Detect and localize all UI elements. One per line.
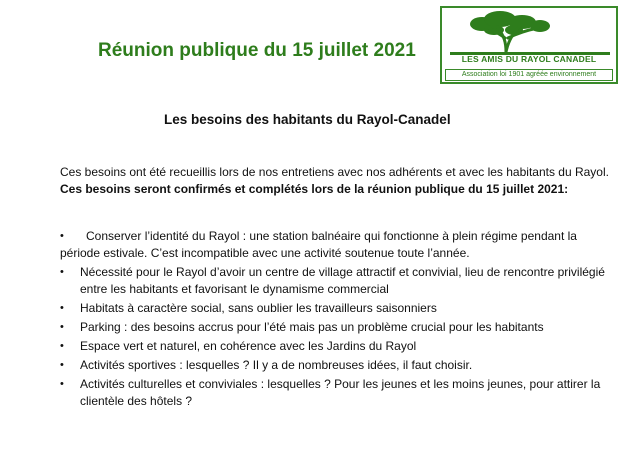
list-item [60, 228, 620, 262]
list-item [60, 319, 620, 336]
bullet: • [60, 321, 64, 333]
tree-icon [442, 8, 616, 56]
intro-bold-text: Ces besoins seront confirmés et complétés lors de la réunion publique du 15 juillet 2021: [60, 182, 569, 196]
list-item-text: Nécessité pour le Rayol d’avoir un centre de village attractif et convivial, lieu de rencontre privilégié entre les habitants et favorisant le dynamisme commercial [80, 265, 605, 296]
intro-text: Ces besoins ont été recueillis lors de nos entretiens avec nos adhérents et avec les habitants du Rayol. [60, 165, 609, 179]
list-item-text: Activités culturelles et conviviales : lesquelles ? Pour les jeunes et les moins jeunes, pour attirer la clientèle des hôtels ? [80, 377, 601, 408]
association-logo [440, 6, 618, 84]
bullet: • [60, 340, 64, 352]
intro-paragraph [60, 164, 620, 198]
bullet: • [60, 230, 64, 242]
logo-subtitle: Association loi 1901 agréée environnement [445, 69, 613, 81]
list-item-text: Espace vert et naturel, en cohérence avec les Jardins du Rayol [80, 339, 417, 353]
list-item-text: Habitats à caractère social, sans oublier les travailleurs saisonniers [80, 301, 437, 315]
list-item-text: Parking : des besoins accrus pour l’été mais pas un problème crucial pour les habitants [80, 320, 544, 334]
list-item [60, 376, 620, 410]
logo-name: LES AMIS DU RAYOL CANADEL [461, 54, 597, 64]
needs-list [60, 228, 620, 412]
bullet: • [60, 359, 64, 371]
bullet: • [60, 266, 64, 278]
bullet: • [60, 378, 64, 390]
list-item-text: Conserver l’identité du Rayol : une station balnéaire qui fonctionne à plein régime pendant la période estivale. C’est incompatible avec une activité soutenue toute l’année. [60, 229, 577, 260]
section-subtitle: Les besoins des habitants du Rayol-Canadel [164, 112, 451, 127]
bullet: • [60, 302, 64, 314]
list-item [60, 357, 620, 374]
list-item [60, 264, 620, 298]
list-item-text: Activités sportives : lesquelles ? Il y a de nombreuses idées, il faut choisir. [80, 358, 473, 372]
list-item [60, 300, 620, 317]
page-title: Réunion publique du 15 juillet 2021 [98, 40, 416, 61]
list-item [60, 338, 620, 355]
